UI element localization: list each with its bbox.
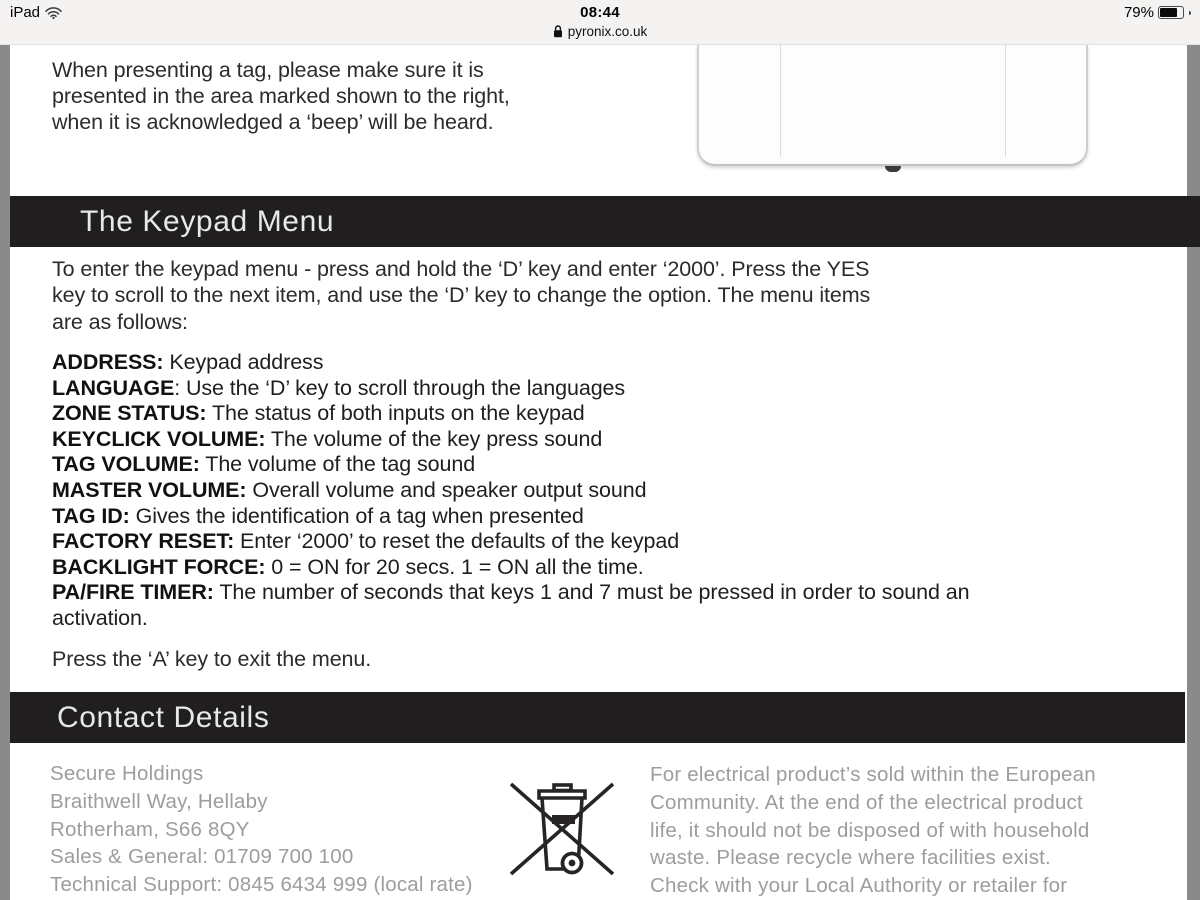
- text-line: When presenting a tag, please make sure it is: [52, 58, 484, 82]
- address-line: Sales & General: 01709 700 100: [50, 845, 354, 869]
- menu-item-label: KEYCLICK VOLUME:: [52, 426, 266, 451]
- menu-item: [52, 376, 1052, 402]
- section-title: Contact Details: [57, 700, 270, 734]
- clock: 08:44: [580, 4, 620, 21]
- carrier-label: iPad: [10, 4, 41, 21]
- menu-item: [52, 401, 1052, 427]
- keypad-seam-left: [780, 45, 781, 157]
- keypad-menu-item-list: [52, 350, 1052, 632]
- text-line: when it is acknowledged a ‘beep’ will be heard.: [52, 110, 494, 134]
- section-header-contact-details: [10, 692, 1185, 743]
- menu-item: [52, 555, 1052, 581]
- keypad-speaker-notch: [885, 166, 901, 172]
- menu-item-text: Keypad address: [163, 350, 324, 374]
- address-line: Secure Holdings: [50, 762, 204, 785]
- menu-item: [52, 350, 1052, 376]
- menu-item-label: FACTORY RESET:: [52, 529, 235, 554]
- text-line: are as follows:: [52, 309, 188, 334]
- menu-item-label: PA/FIRE TIMER:: [52, 580, 214, 605]
- address-line: Technical Support: 0845 6434 999 (local rate): [50, 873, 473, 897]
- notice-line: Check with your Local Authority or retailer for: [650, 874, 1068, 898]
- keypad-menu-intro: [52, 256, 870, 335]
- section-header-keypad-menu: [10, 196, 1200, 247]
- menu-item-text: Enter ‘2000’ to reset the defaults of the keypad: [234, 529, 680, 554]
- menu-item: [52, 580, 1052, 631]
- keypad-product-image: [697, 45, 1088, 166]
- status-bar-right: [1124, 4, 1191, 21]
- notice-line: life, it should not be disposed of with household: [650, 818, 1090, 842]
- text-line: key to scroll to the next item, and use the ‘D’ key to change the option. The menu items: [52, 283, 871, 308]
- menu-item: [52, 427, 1052, 453]
- keypad-seam-right: [1005, 45, 1006, 157]
- menu-exit-note: Press the ‘A’ key to exit the menu.: [52, 647, 372, 671]
- menu-item-text: The status of both inputs on the keypad: [206, 401, 585, 426]
- weee-recycling-icon: [506, 779, 618, 879]
- menu-item-text: The volume of the key press sound: [265, 426, 603, 451]
- battery-icon: [1158, 6, 1184, 19]
- menu-item-text: 0 = ON for 20 secs. 1 = ON all the time.: [265, 554, 644, 579]
- notice-line: Community. At the end of the electrical product: [650, 790, 1083, 814]
- tag-presentation-note: [52, 57, 510, 135]
- menu-item-label: TAG ID:: [52, 503, 130, 528]
- menu-item-label: MASTER VOLUME:: [52, 477, 247, 502]
- section-title: The Keypad Menu: [80, 204, 335, 238]
- menu-item-label: TAG VOLUME:: [52, 452, 200, 477]
- contact-address-block: [50, 760, 473, 899]
- text-line: To enter the keypad menu - press and hold the ‘D’ key and enter ‘2000’. Press the YES: [52, 257, 870, 281]
- page-margin-left: [0, 45, 10, 900]
- notice-line: waste. Please recycle where facilities exist.: [650, 846, 1051, 870]
- lock-icon: [553, 25, 563, 38]
- menu-item: [52, 452, 1052, 478]
- menu-item-label: ADDRESS:: [52, 350, 164, 374]
- text-line: presented in the area marked shown to the right,: [52, 84, 510, 108]
- url-text: pyronix.co.uk: [567, 24, 648, 39]
- ios-status-bar: [0, 0, 1200, 45]
- menu-item-text: : Use the ‘D’ key to scroll through the languages: [174, 375, 626, 400]
- notice-line: For electrical product’s sold within the European: [650, 763, 1096, 786]
- page-margin-right: [1187, 45, 1200, 900]
- menu-item-text: The number of seconds that keys 1 and 7 must be pressed in order to sound an activation.: [52, 580, 970, 630]
- menu-item-text: Overall volume and speaker output sound: [246, 477, 647, 502]
- address-bar[interactable]: [0, 24, 1200, 39]
- menu-item-label: LANGUAGE: [52, 375, 175, 400]
- menu-item-text: The volume of the tag sound: [199, 452, 476, 477]
- menu-item-label: ZONE STATUS:: [52, 401, 207, 426]
- battery-percent-label: 79%: [1123, 4, 1154, 21]
- menu-item: [52, 529, 1052, 555]
- menu-item-text: Gives the identification of a tag when presented: [129, 503, 584, 528]
- weee-notice-block: [650, 761, 1130, 900]
- battery-tip: [1189, 11, 1191, 15]
- address-line: Rotherham, S66 8QY: [50, 817, 250, 841]
- address-line: Braithwell Way, Hellaby: [50, 789, 268, 813]
- menu-item: [52, 478, 1052, 504]
- menu-item-label: BACKLIGHT FORCE:: [52, 554, 266, 579]
- menu-item: [52, 504, 1052, 530]
